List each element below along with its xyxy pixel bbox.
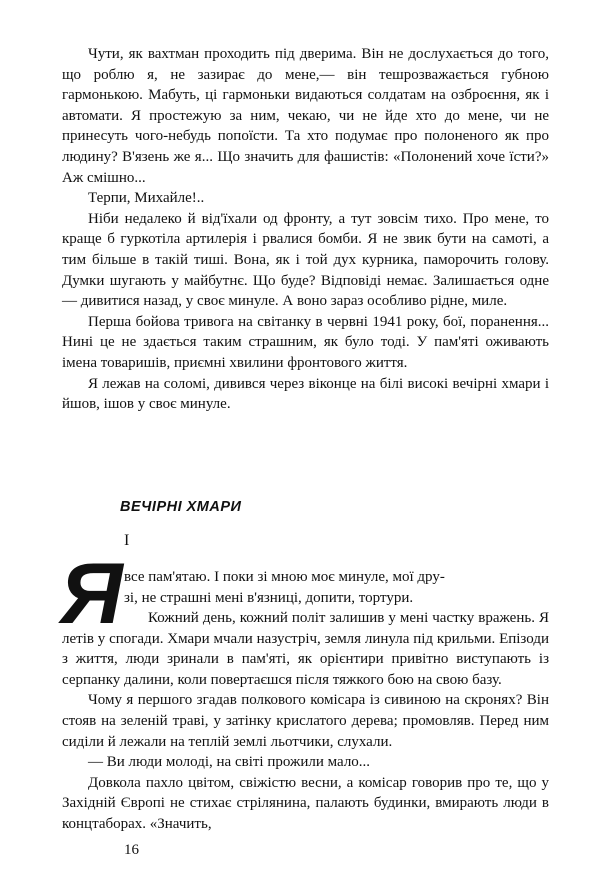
text-line: все пам'ятаю. І поки зі мною моє минуле, мої дру-	[124, 569, 445, 585]
paragraph: Довкола пахло цвітом, свіжістю весни, а комісар говорив про те, що у Західній Європі не стихає стрілянина, палають будинки, вмирають люди в концтаборах. «Значить,	[62, 774, 549, 832]
drop-cap: Я	[60, 546, 123, 642]
paragraph: Терпи, Михайле!..	[88, 190, 205, 207]
section-title: ВЕЧІРНІ ХМАРИ	[120, 499, 242, 515]
paragraph: Чути, як вахтман проходить під дверима. Він не дослухається до того, що роблю я, не зазирає до мене,— він тешрозважається губною гармонькою. Мабуть, ці гармоньки видаються солдатам на озброєння, як і автомати. Я простежую за ним, чекаю, чи не йде хто до мене, чи не принесуть чого-небудь попоїсти. Та хто подумає про полоненого як про людину? В'язень же я... Що значить для фашистів: «Полонений хоче їсти?» Аж смішно...	[62, 46, 549, 186]
paragraph: Ніби недалеко й від'їхали од фронту, а тут зовсім тихо. Про мене, то краще б гуркотіла артилерія і рвалися бомби. Я не звик бути на самоті, а тим більше в такій тиші. Вона, як і той дух курника, паморочить голову. Думки шугають у майбутнє. Що буде? Відповіді немає. Залишається одне — дивитися назад, у своє минуле. А воно зараз особливо рідне, миле.	[62, 210, 549, 310]
paragraph: Я лежав на соломі, дивився через віконце на білі високі вечірні хмари і йшов, ішов у своє минуле.	[62, 375, 549, 413]
paragraph: Чому я першого згадав полкового комісара із сивиною на скронях? Він стояв на зеленій траві, у затінку крислатого дерева; промовляв. Перед ним сиділи й лежали на теплій землі льотчики, слухали.	[62, 692, 549, 750]
drop-cap-lines	[124, 567, 549, 608]
page-number: 16	[124, 842, 139, 858]
chapter-number: I	[124, 532, 130, 549]
paragraph: — Ви люди молоді, на світі прожили мало...	[88, 754, 371, 771]
paragraph: Кожний день, кожний політ залишив у мені частку вражень. Я летів у спогади. Хмари мчали назустріч, земля линула під крильми. Епізоди з життя, люди зринали в пам'яті, як орієнтири привітно виступають із серпанку далини, коли повертаєшся після тяжкого бою на свою базу.	[62, 610, 549, 688]
text-block-top	[62, 44, 549, 415]
text-block-bottom	[62, 608, 549, 835]
text-line: зі, не страшні мені в'язниці, допити, тортури.	[124, 589, 414, 606]
paragraph: Перша бойова тривога на світанку в червні 1941 року, бої, поранення... Нині це не здається таким страшним, як було тоді. У пам'яті оживають імена товаришів, приємні хвилини фронтового життя.	[62, 313, 549, 371]
